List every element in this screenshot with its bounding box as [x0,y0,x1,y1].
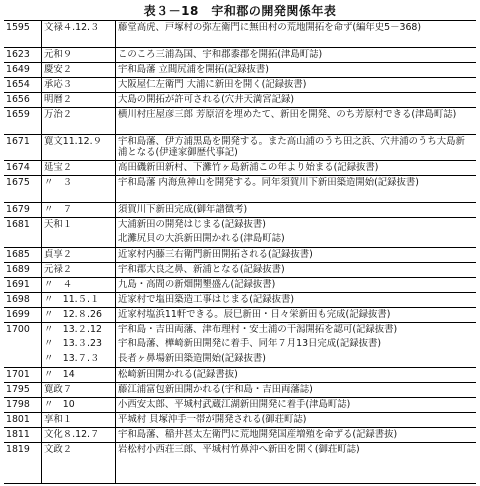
event-cell: 大阪屋仁左衛門 大浦に新田を開く(記録抜書) [118,79,307,91]
era-cell: 元和９ [44,49,73,61]
event-cell: 松崎新田開かれる(記録書抜) [118,368,238,380]
year-cell: 1623 [6,49,30,61]
year-cell: 1795 [6,383,30,395]
year-cell: 1685 [6,248,30,260]
era-cell: 〃 14 [44,368,75,380]
era-cell: 万治２ [44,109,73,121]
event-cell: 大浦新田の開発はじまる(記録抜書) [118,218,266,230]
table-row [4,442,476,458]
era-cell: 文政２ [44,443,73,455]
event-cell: 九島・高間の新畑開墾盛ん(記録抜書) [118,278,276,290]
era-cell: 承応３ [44,79,73,91]
table-row [4,262,476,278]
event-cell: 宇和島藩、伊方浦黒島を開発する。また高山浦のうち田之浜、穴井浦のうち大島新浦となる(伊達家御歴代事記) [118,135,465,159]
event-cell: 宇和島藩 立間尻浦を開拓(記録抜書) [118,64,269,76]
table-row [4,47,476,63]
table-row [4,337,476,352]
table-row [4,367,476,383]
year-cell: 1654 [6,79,30,91]
year-cell: 1595 [6,22,30,33]
table-row [4,352,476,367]
year-cell: 1819 [6,443,30,455]
table-row [4,292,476,308]
event-cell: 高田磯新田新村、下灘竹ヶ島新浦この年より始まる(記録抜書) [118,162,379,174]
event-cell: 須賀川下新田完成(御年譜徴考) [118,203,248,215]
chronology-table [4,20,476,484]
year-cell: 1649 [6,64,30,76]
era-cell: 明暦２ [44,94,73,106]
era-cell: 〃 13.２.12 [44,323,102,335]
event-cell: 横川村庄屋彦三郎 芳原沼を埋めたて、新田を開発、のち芳原村できる(津島町誌) [118,109,457,121]
year-cell: 1656 [6,94,30,106]
year-cell: 1699 [6,308,30,320]
year-cell: 1811 [6,428,30,440]
era-cell: 慶安２ [44,64,73,76]
era-cell: 〃 13.３.23 [44,337,102,349]
era-cell: 文化８.12.７ [44,428,100,440]
table-row [4,202,476,218]
table-row [4,77,476,93]
era-cell: 〃 ３ [44,177,73,189]
table-row [4,134,476,161]
year-cell: 1700 [6,323,30,335]
table-row [4,160,476,176]
event-cell: 近家村塩浜11軒できる。辰巳新田・日々栄新田も完成(記録抜書) [118,308,391,320]
era-cell: 貞享２ [44,248,73,260]
year-cell: 1681 [6,218,30,230]
table-row [4,427,476,443]
event-cell: 宇和島藩 内海魚神山を開発する。同年須賀川下新田築造開始(記録抜書) [118,177,419,189]
table-row [4,21,476,47]
event-cell: 平城村 貝塚沖手一帯が開発される(御荘町誌) [118,413,307,425]
era-cell: 〃 13.７.３ [44,352,100,364]
event-cell: 宇和島藩、樺崎新田開発に着手、同年７月13日完成(記録抜書) [118,337,381,349]
event-cell: 近家村内藤三右衛門新田開拓される(記録抜書) [118,248,313,260]
era-cell: 延宝２ [44,162,73,174]
event-cell: 大島の開拓が許可される(穴井天満宮記録) [118,94,295,106]
year-cell: 1691 [6,278,30,290]
table-row [4,232,476,247]
event-cell: 近家村で塩田築造工事はじまる(記録抜書) [118,293,295,305]
table-row [4,382,476,398]
table-row [4,397,476,413]
year-cell: 1701 [6,368,30,380]
event-cell: 長者ヶ鼻場新田築造開始(記録抜書) [118,352,266,364]
event-cell: 藤江浦富包新田開かれる(宇和島・吉田両藩誌) [118,383,313,395]
year-cell: 1671 [6,135,30,147]
event-cell: 宇和島・吉田両藩、津布理村・安土浦の干潟開拓を認可(記録抜書) [118,323,398,335]
era-cell: 寛政７ [44,383,73,395]
event-cell: 藤堂高虎、戸塚村の弥左衛門に無田村の荒地開拓を命ず(編年史5－368) [118,22,422,33]
table-row [4,322,476,338]
era-cell: 天和１ [44,218,73,230]
year-cell: 1801 [6,413,30,425]
table-row [4,277,476,293]
year-cell: 1679 [6,203,30,215]
year-cell: 1698 [6,293,30,305]
table-row [4,62,476,78]
year-cell: 1689 [6,263,30,275]
table-row [4,92,476,108]
table-row [4,175,476,202]
event-cell: 小西安太郎、平城村武蔵江湖新田開発に着手(津島町誌) [118,398,351,410]
event-cell: 宇和島藩、稲井甚太左衛門に荒地開発国産増殖を命ずる(記録書抜) [118,428,398,440]
year-cell: 1798 [6,398,30,410]
era-cell: 〃 11.５.１ [44,293,100,305]
event-cell: このころ三浦為国、宇和郡黍郡を開拓(津島町誌) [118,49,323,61]
era-cell: 〃 12.８.26 [44,308,102,320]
year-cell: 1674 [6,162,30,174]
event-cell: 宇和郡大良之鼻、新浦となる(記録抜書) [118,263,285,275]
table-row [4,247,476,263]
event-cell: 岩松村小西荘三郎、平城村竹鼻沖へ新田を開く(御荘町誌) [118,443,360,455]
era-cell: 享和１ [44,413,73,425]
event-cell: 北灘尻貝の大浜新田開かれる(津島町誌) [118,232,285,244]
table-title: 表３－18 宇和郡の開発関係年表 [143,4,337,18]
era-cell: 寛文11.12.９ [44,135,102,147]
year-cell: 1675 [6,177,30,189]
era-cell: 〃 10 [44,398,75,410]
era-cell: 〃 ７ [44,203,73,215]
table-row [4,412,476,428]
era-cell: 文禄４.12.３ [44,22,100,33]
era-cell: 〃 ４ [44,278,73,290]
year-cell: 1659 [6,109,30,121]
table-row [4,107,476,134]
table-row [4,307,476,323]
era-cell: 元禄２ [44,263,73,275]
table-row [4,217,476,233]
